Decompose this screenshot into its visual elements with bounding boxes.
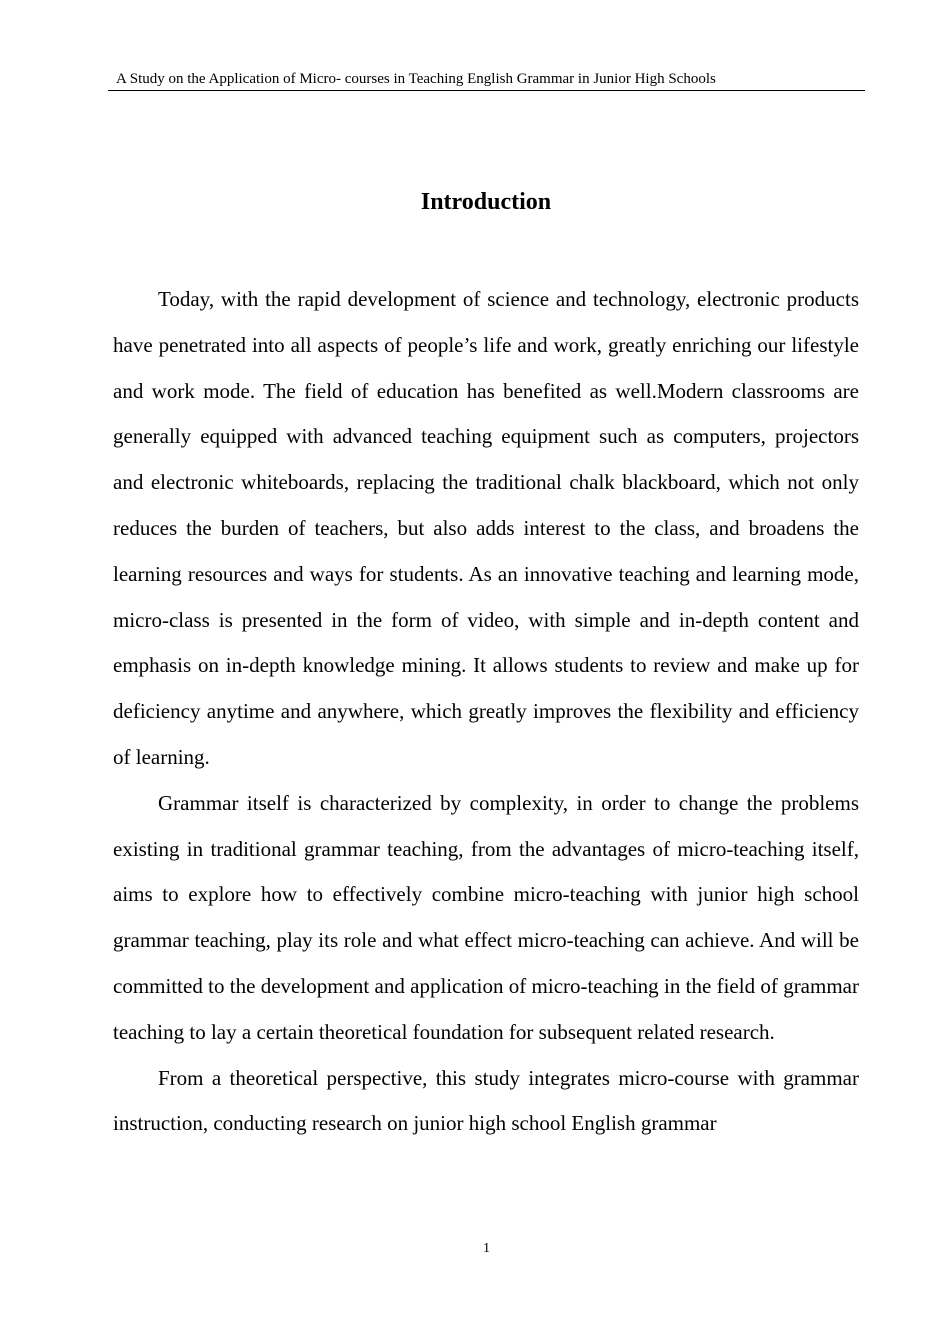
paragraph: Today, with the rapid development of science and technology, electronic products have penetrated into all aspects of people’s life and work, greatly enriching our lifestyle and work mode. The field of education has benefited as well.Modern classrooms are generally equipped with advanced teaching equipment such as computers, projectors and electronic whiteboards, replacing the traditional chalk blackboard, which not only reduces the burden of teachers, but also adds interest to the class, and broadens the learning resources and ways for students. As an innovative teaching and learning mode, micro-class is presented in the form of video, with simple and in-depth content and emphasis on in-depth knowledge mining. It allows students to review and make up for deficiency anytime and anywhere, which greatly improves the flexibility and efficiency of learning. [113,287,859,769]
body-text [113,277,859,1147]
paragraph: Grammar itself is characterized by complexity, in order to change the problems existing in traditional grammar teaching, from the advantages of micro-teaching itself, aims to explore how to effectively combine micro-teaching with junior high school grammar teaching, play its role and what effect micro-teaching can achieve. And will be committed to the development and application of micro-teaching in the field of grammar teaching to lay a certain theoretical foundation for subsequent related research. [113,790,859,1044]
section-title: Introduction [420,189,552,215]
paragraph: From a theoretical perspective, this study integrates micro-course with grammar instruction, conducting research on junior high school English grammar [113,1065,859,1136]
running-header [108,70,865,91]
page-number: 1 [483,1241,490,1256]
running-header-title: A Study on the Application of Micro- courses in Teaching English Grammar in Junior High Schools [116,71,716,87]
